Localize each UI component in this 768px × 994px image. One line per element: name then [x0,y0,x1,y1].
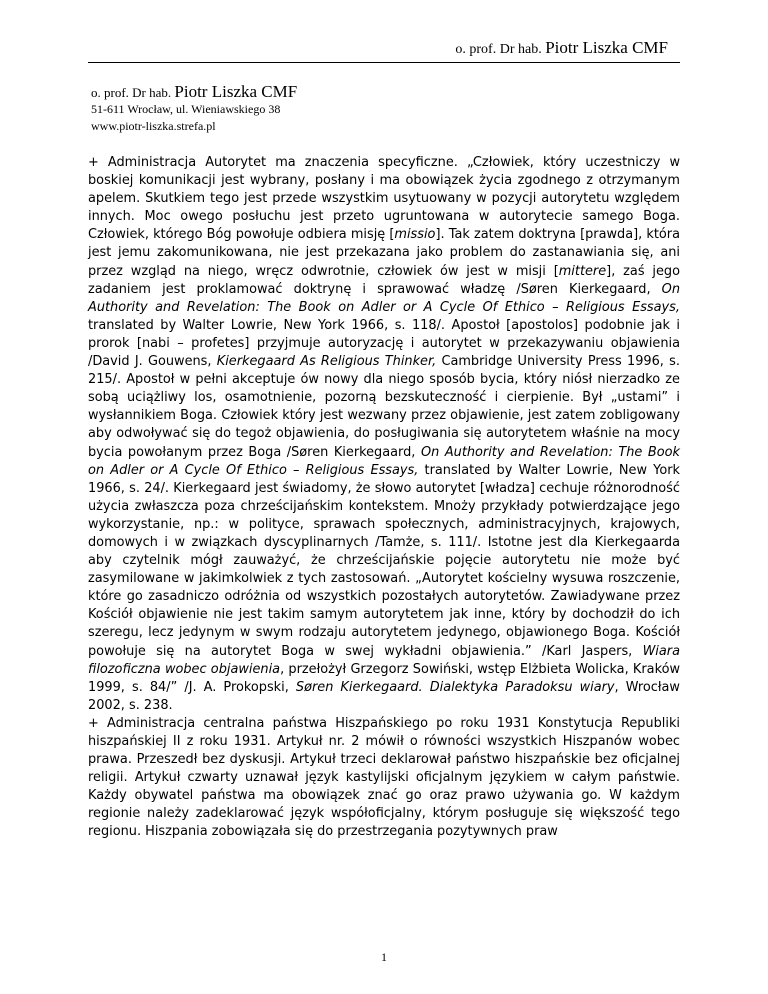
italic-citation-run: Wiara filozoficzna wobec objawienia [88,643,680,677]
text-run: + Administracja Autorytet ma znaczenia specyficzne. „Człowiek, który uczestniczy w boskiej komunikacji jest wybrany, posłany i ma obowiązek życia zgodnego z otrzymanym apelem. Skutkiem tego jest przede wszystkim usytuowany w pozycji autorytetu względem innych. Moc owego posłuchu jest przeto ugruntowana w autorytecie samego Boga. Człowiek, którego Bóg powołuje odbiera misję [ [88,155,680,243]
text-run: ]. Tak zatem doktryna [prawda], która jest jemu zakomunikowana, nie jest przekazana jako problem do zastanawiania się, ani przez wzgląd na niego, wręcz odwrotnie, człowiek ów jest w misji [ [88,227,680,279]
header-divider [88,62,680,63]
letterhead [91,83,297,135]
text-run: translated by Walter Lowrie, New York 1966, s. 118/. Apostoł [apostolos] podobnie jak i prorok [nabi – profetes] przyjmuje autoryzację i autorytet w przekazywaniu objawienia /David J. Gouwens, [88,317,680,370]
letterhead-address: 51-611 Wrocław, ul. Wieniawskiego 38 [91,102,281,116]
text-run: Cambridge University Press 1996, s. 215/. Apostoł w pełni akceptuje ów nowy dla niego sposób bycia, który niósł nierzadko ze sobą uciążliwy los, osamotnienie, pozorną bezskuteczność i cierpienie. Był „ustami” i wysłannikiem Boga. Człowiek który jest wezwany przez objawienie, jest zatem zobligowany aby odwoływać się do tegoż objawienia, do posługiwania się autorytetem właśnie na mocy bycia powołanym przez Boga /Søren Kierkegaard, [88,354,680,460]
italic-citation-run: Søren Kierkegaard. Dialektyka Paradoksu wiary [295,679,615,695]
letterhead-website: www.piotr-liszka.strefa.pl [91,119,216,133]
running-header [455,38,668,58]
header-prefix: o. prof. Dr hab. [455,42,542,57]
text-run: , Wrocław 2002, s. 238. [88,679,680,713]
text-run: translated by Walter Lowrie, New York 1966, s. 24/. Kierkegaard jest świadomy, że słowo autorytet [władza] cechuje różnorodność użycia zwłaszcza poza chrześcijańskim kontekstem. Mnoży przykłady potwierdzające jego wykorzystanie, np.: w polityce, sprawach społecznych, administracyjnych, krajowych, domowych i w związkach dyscyplinarnych /Tamże, s. 111/. Istotne jest dla Kierkegaarda aby czytelnik mógł zauważyć, że chrześcijańskie pojęcie autorytetu nie może być zasymilowane w jakimkolwiek z tych zastosowań. „Autorytet kościelny wysuwa roszczenie, które go zasadniczo odróżnia od wszystkich pozostałych autorytetów. Zawiadywane przez Kościół objawienie nie jest takim samym autorytetem jak inne, który by dochodził do ich szeregu, lecz jedynym w swym rodzaju autorytetem jedynego, objawionego Boga. Kościół powołuje się na autorytet Boga w swej wykładni objawienia.” /Karl Jaspers, [88,462,680,659]
paragraph-administracja-centralna: + Administracja centralna państwa Hiszpańskiego po roku 1931 Konstytucja Republiki hiszpańskiej II z roku 1931. Artykuł nr. 2 mówił o równości wszystkich Hiszpanów wobec prawa. Przeszedł bez dyskusji. Artykuł trzeci deklarował państwo hiszpańskie bez oficjalnej religii. Artykuł czwarty uznawał język kastylijski oficjalnym językiem w całym państwie. Każdy obywatel państwa ma obowiązek znać go oraz prawo używania go. W każdym regionie należy zadeklarować język współoficjalny, którym posługuje się większość tego regionu. Hiszpania zobowiązała się do przestrzegania pozytywnych praw [88,715,680,840]
italic-citation-run: On Authority and Revelation: The Book on Adler or A Cycle Of Ethico – Religious Essays, [88,444,680,478]
italic-citation-run: Kierkegaard As Religious Thinker, [216,354,437,370]
italic-citation-run: mittere [558,263,607,279]
letterhead-prefix: o. prof. Dr hab. [91,85,172,100]
header-author-name: Piotr Liszka CMF [545,38,668,57]
page-number: 1 [381,950,387,964]
italic-citation-run: missio [394,227,436,243]
italic-citation-run: On Authority and Revelation: The Book on Adler or A Cycle Of Ethico – Religious Essays, [88,281,680,315]
text-run: , przełożył Grzegorz Sowiński, wstęp Elżbieta Wolicka, Kraków 1999, s. 84/” /J. A. Prokopski, [88,661,681,695]
document-body [88,154,680,842]
letterhead-author-name: Piotr Liszka CMF [174,82,298,101]
letterhead-author [91,83,297,101]
paragraph-autorytet [88,154,680,715]
text-run: ], zaś jego zadaniem jest proklamować doktrynę i sprawować władzę /Søren Kierkegaard, [88,263,680,297]
